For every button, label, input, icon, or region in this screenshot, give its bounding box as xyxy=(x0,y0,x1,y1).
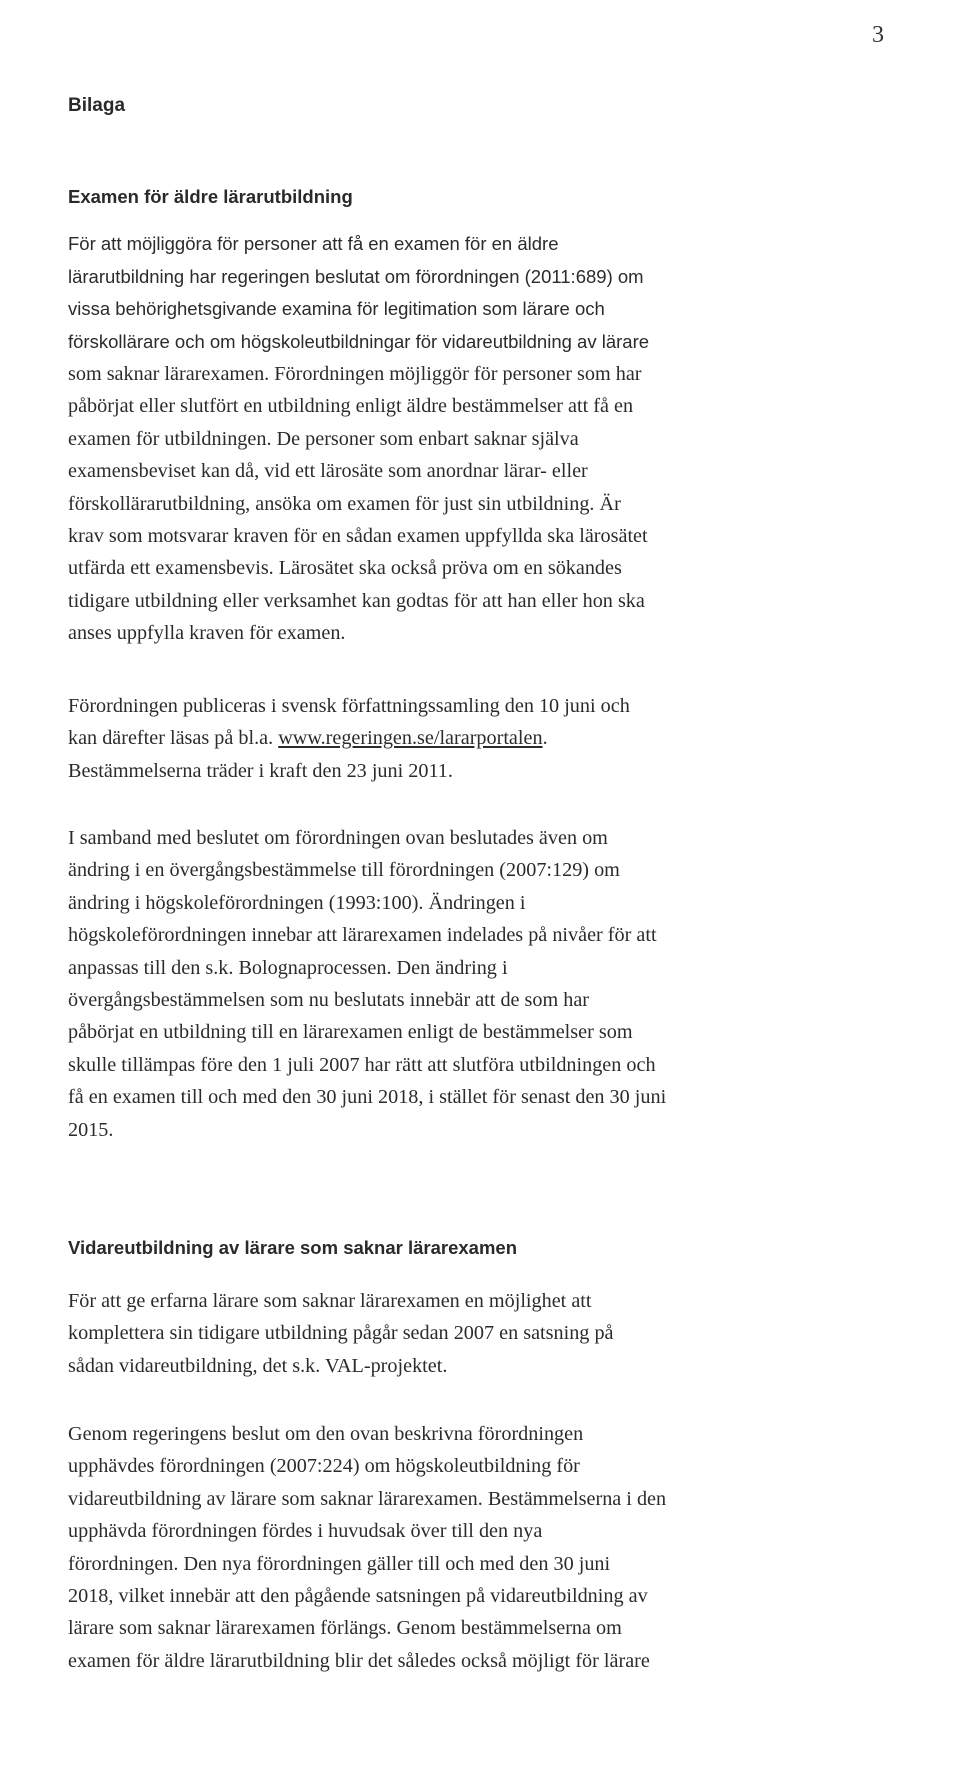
paragraph-line: ändring i högskoleförordningen (1993:100). Ändringen i xyxy=(68,891,526,914)
paragraph-line: I samband med beslutet om förordningen ovan beslutades även om xyxy=(68,827,608,849)
paragraph-line: vissa behörighetsgivande examina för legitimation som lärare och xyxy=(68,298,605,320)
paragraph-2 xyxy=(68,690,888,787)
paragraph-line xyxy=(68,722,888,754)
paragraph-line: ändring i en övergångsbestämmelse till förordningen (2007:129) om xyxy=(68,859,620,882)
page-number: 3 xyxy=(872,22,884,48)
paragraph-line xyxy=(68,196,888,228)
paragraph-line: påbörjat eller slutfört en utbildning enligt äldre bestämmelser att få en xyxy=(68,395,634,418)
paragraph-line: upphävda förordningen fördes i huvudsak över till den nya xyxy=(68,1520,543,1543)
paragraph-line: tidigare utbildning eller verksamhet kan godtas för att han eller hon ska xyxy=(68,589,645,612)
paragraph-4 xyxy=(68,1285,888,1382)
paragraph-5 xyxy=(68,1418,888,1677)
paragraph-line: examen för äldre lärarutbildning blir det således också möjligt för lärare xyxy=(68,1649,650,1672)
paragraph-line: Genom regeringens beslut om den ovan beskrivna förordningen xyxy=(68,1423,584,1445)
paragraph-line: övergångsbestämmelsen som nu beslutats innebär att de som har xyxy=(68,989,590,1012)
paragraph-line: För att ge erfarna lärare som saknar lärarexamen en möjlighet att xyxy=(68,1290,592,1312)
paragraph-line: förskollärarutbildning, ansöka om examen för just sin utbildning. Är xyxy=(68,492,621,515)
paragraph-line: som saknar lärarexamen. Förordningen möjliggör för personer som har xyxy=(68,363,642,386)
paragraph-3 xyxy=(68,822,888,1146)
section-heading-2: Vidareutbildning av lärare som saknar lärarexamen xyxy=(68,1237,518,1258)
paragraph-line: anses uppfylla kraven för examen. xyxy=(68,622,346,645)
paragraph-line: För att möjliggöra för personer att få en examen för en äldre xyxy=(68,233,559,255)
paragraph-line: Förordningen publiceras i svensk författningssamling den 10 juni och xyxy=(68,695,630,717)
paragraph-text: kan därefter läsas på bl.a. xyxy=(68,727,274,750)
paragraph-line: komplettera sin tidigare utbildning pågår sedan 2007 en satsning på xyxy=(68,1322,614,1345)
paragraph-line: sådan vidareutbildning, det s.k. VAL-projektet. xyxy=(68,1354,448,1377)
paragraph-line: högskoleförordningen innebar att lärarexamen indelades på nivåer för att xyxy=(68,924,657,947)
section-heading-1: Examen för äldre lärarutbildning xyxy=(68,186,353,207)
paragraph-line: anpassas till den s.k. Bolognaprocessen. Den ändring i xyxy=(68,956,508,979)
paragraph-line: förskollärare och om högskoleutbildningar för vidareutbildning av lärare xyxy=(68,330,650,352)
paragraph-line: få en examen till och med den 30 juni 2018, i stället för senast den 30 juni xyxy=(68,1086,667,1109)
paragraph-line: vidareutbildning av lärare som saknar lärarexamen. Bestämmelserna i den xyxy=(68,1487,667,1510)
paragraph-line: krav som motsvarar kraven för en sådan examen uppfyllda ska lärosätet xyxy=(68,525,648,548)
paragraph-line: lärarutbildning har regeringen beslutat om förordningen (2011:689) om xyxy=(68,265,644,287)
paragraph-line: Bestämmelserna träder i kraft den 23 juni 2011. xyxy=(68,759,453,782)
paragraph-line: examen för utbildningen. De personer som enbart saknar själva xyxy=(68,427,579,450)
paragraph-line: 2018, vilket innebär att den pågående satsningen på vidareutbildning av xyxy=(68,1585,648,1608)
paragraph-line: förordningen. Den nya förordningen gäller till och med den 30 juni xyxy=(68,1552,611,1575)
paragraph-line: 2015. xyxy=(68,1118,114,1141)
paragraph-line: påbörjat en utbildning till en lärarexamen enligt de bestämmelser som xyxy=(68,1021,633,1044)
paragraph-line: utfärda ett examensbevis. Lärosätet ska också pröva om en sökandes xyxy=(68,557,622,580)
paragraph-1 xyxy=(68,196,888,650)
link-suffix: . xyxy=(542,727,548,750)
regeringen-link[interactable]: www.regeringen.se/lararportalen xyxy=(278,727,543,750)
paragraph-line: skulle tillämpas före den 1 juli 2007 har rätt att slutföra utbildningen och xyxy=(68,1053,656,1076)
paragraph-line: upphävdes förordningen (2007:224) om högskoleutbildning för xyxy=(68,1455,580,1478)
appendix-label: Bilaga xyxy=(68,95,126,116)
paragraph-line: lärare som saknar lärarexamen förlängs. Genom bestämmelserna om xyxy=(68,1617,622,1640)
paragraph-line: examensbeviset kan då, vid ett lärosäte som anordnar lärar- eller xyxy=(68,460,588,483)
